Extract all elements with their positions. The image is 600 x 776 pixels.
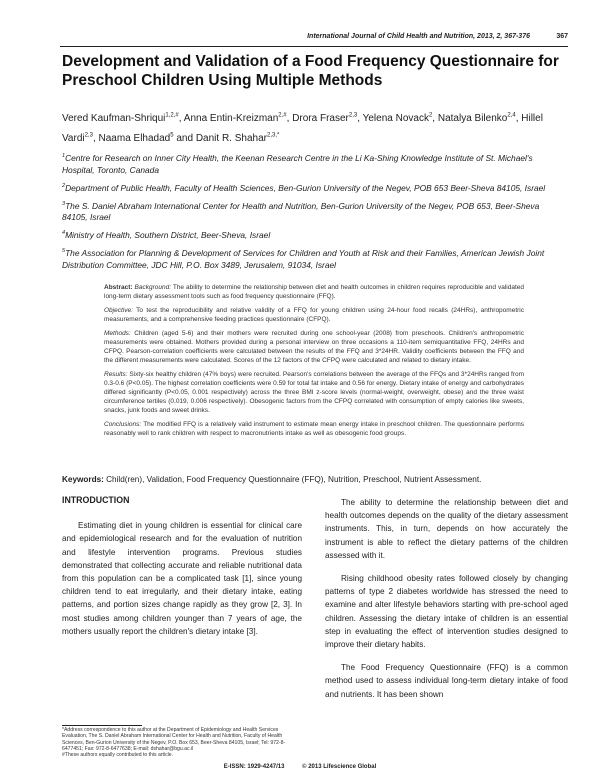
footnote-rule (62, 725, 142, 726)
abstract-results: Results: Sixty-six healthy children (47% boys) were recruited. Pearson's correlations between the average of the FFQs and 3*24HRs ranged from 0.3-0.6 (P<0.05). The highest correlation coefficients were 0.59 for total fat intake and 0.56 for energy. Dietary intake of energy and carbohydrates differed significantly (P<0.05, 0.001 respectively) across the three BMI z-score levels (normal-weight, overweight, obese) and the three waist circumference tertiles (0.019, 0.006 respectively). Obesogenic factors from the CFPQ correlated with consumption of empty calories like sweets, snacks, junk foods and sweet drinks. (104, 371, 524, 414)
correspondence-footnote: *Address correspondence to this author at the Department of Epidemiology and Health Services Evaluation, The S. Daniel Abraham International Center for Health and Nutrition, Faculty of Health Sciences, Ben-Gurion University of the Negev, P.O. Box 653, Beer-Sheva 84105, Israel; Tel: 972-8-6477451; Fax: 972-8-6477638; E-mail: dshahar@bgu.ac.il (62, 727, 286, 752)
author: Drora Fraser$^{2,3}$, (292, 113, 363, 125)
affiliation-list (62, 150, 562, 275)
author: Danit R. Shahar$^{2,3,*}$ (195, 132, 280, 144)
left-column (62, 494, 302, 648)
intro-paragraph-2: The ability to determine the relationship between diet and health outcomes depends on the quality of the dietary assessment instruments. This, in turn, depends on how accurately the instrument is able to reflect the dietary patterns of the children assessed with it. (325, 498, 568, 560)
copyright: © 2013 Lifescience Global (302, 764, 377, 770)
abstract-conclusions: Conclusions: The modified FFQ is a relatively valid instrument to estimate mean energy intake in preschool children. The questionnaire performs reasonably well to rank children with respect to macronutrients intake as well as obesogenic food groups. (104, 421, 524, 437)
affiliation: $^3$The S. Daniel Abraham International Center for Health and Nutrition, Ben-Gurion University of the Negev, POB 653, Beer-Sheva 84105, Israel (62, 200, 540, 223)
keywords: Keywords: Child(ren), Validation, Food Frequency Questionnaire (FFQ), Nutrition, Preschool, Nutrient Assessment. (62, 475, 482, 484)
intro-paragraph-4: The Food Frequency Questionnaire (FFQ) is a common method used to assess individual long-term dietary intake of food and nutrients. It has been shown (325, 663, 568, 699)
affiliation: $^1$Centre for Research on Inner City Health, the Keenan Research Centre in the Li Ka-Shing Knowledge Institute of St. Michael's Hospital, Toronto, Canada (62, 152, 533, 175)
paper-title: Development and Validation of a Food Frequency Questionnaire for Preschool Children Using Multiple Methods (62, 53, 559, 89)
journal-citation: International Journal of Child Health and Nutrition, 2013, 2, 367-376 (307, 33, 530, 40)
author: Anna Entin-Kreizman$^{2,\#}$, (183, 113, 293, 125)
section-heading-introduction: INTRODUCTION (62, 495, 130, 505)
author: Naama Elhadad$^5$ and (98, 132, 196, 144)
issn: E-ISSN: 1929-4247/13 (223, 764, 285, 770)
affiliation: $^4$Ministry of Health, Southern District, Beer-Sheva, Israel (62, 230, 271, 241)
abstract-objective: Objective: To test the reproducibility and relative validity of a FFQ for young children using 24-hour food recalls (24HRs), anthropometric measurements, and a comprehensive feeding practices questionnaire (CFPQ). (104, 307, 524, 323)
intro-paragraph-3: Rising childhood obesity rates followed closely by changing patterns of type 2 diabetes worldwide has stressed the need to examine and alter lifestyle behaviors starting with pre-school aged children. Assessing the dietary intake of children is an essential step in evaluating the effect of intervention studies designed to improve their dietary habits. (325, 574, 568, 650)
affiliation: $^2$Department of Public Health, Faculty of Health Sciences, Ben-Gurion University of the Negev, POB 653 Beer-Sheva 84105, Israel (62, 182, 546, 193)
header-rule (60, 46, 568, 47)
author: Yelena Novack$^2$, (362, 113, 438, 125)
author: Vered Kaufman-Shriqui$^{1,2,\#}$, (62, 113, 184, 125)
author: Natalya Bilenko$^{2,4}$, (437, 113, 522, 125)
page-number: 367 (556, 33, 568, 40)
right-column (325, 496, 568, 711)
affiliation: $^5$The Association for Planning & Development of Services for Children and Youth at Risk and their Families, American Jewish Joint Distribution Committee, JDC Hill, P.O. Box 3489, Jerusalem, 91034, Israel (62, 247, 545, 270)
abstract-background: Abstract: Background: The ability to determine the relationship between diet and health outcomes in children requires reproducible and validated long-term dietary assessment tools such as food frequency questionnaire (FFQ). (104, 284, 524, 300)
author: Hillel Vardi$^{2,3}$, (62, 113, 543, 144)
equal-contribution-footnote: #These authors equally contributed to this article. (62, 752, 173, 759)
author-list (62, 108, 562, 147)
intro-paragraph-1: Estimating diet in young children is essential for clinical care and epidemiological research and for the evaluation of nutrition and lifestyle intervention programs. Previous studies demonstrated that collecting accurate and reliable nutritional data from this population can be a complicated task [1], since young children tend to eat irregularly, and their dietary intake, eating patterns, and portion sizes change rapidly as they grow [2, 3]. In most studies among children younger than 7 years of age, the mothers usually report the children's dietary intake [3]. (62, 521, 302, 636)
footnotes (62, 727, 302, 758)
abstract-methods: Methods: Children (aged 5-6) and their mothers were recruited during one school-year (2008) from preschools. Children's anthropometric measurements were obtained. Mothers provided during a personal interview on three occasions a 110-item semiquantitative FFQ, 24HRs and CFPQ. Pearson-correlation coefficients were calculated between the results of the FFQ and 3*24HR. Validity coefficients between the FFQ and the different measurements were calculated. Scores of the 12 factors of the CFPQ were calculated and related to dietary intake. (104, 330, 524, 364)
abstract (104, 283, 524, 443)
page-footer (0, 764, 600, 770)
running-header (60, 33, 568, 47)
